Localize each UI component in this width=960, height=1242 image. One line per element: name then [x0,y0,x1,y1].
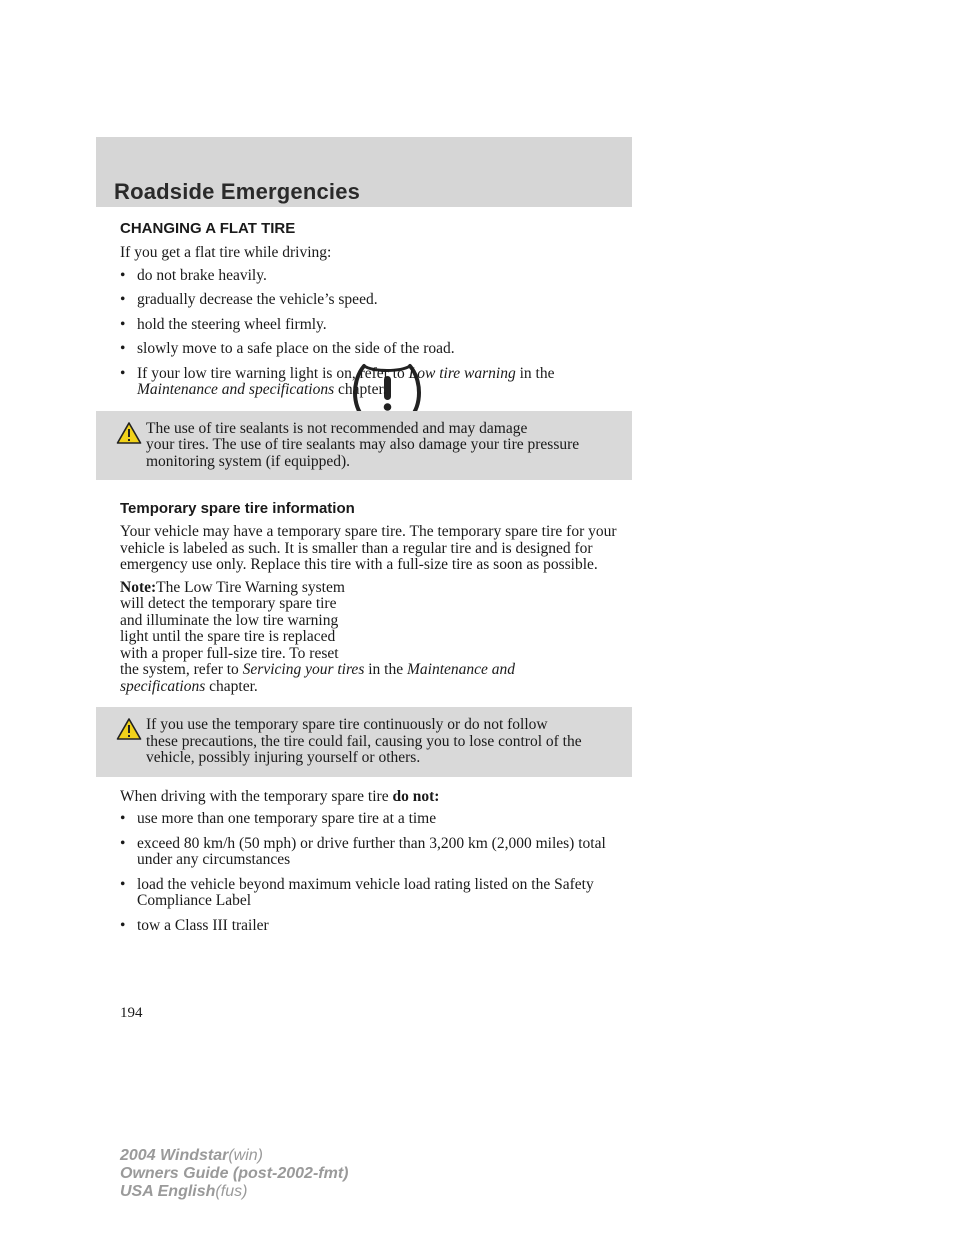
flat-tire-list [120,268,632,399]
page-content [120,220,632,942]
list-item: • slowly move to a safe place on the side of the road. [120,340,455,357]
link-low-tire-warning: Low tire warning [408,364,516,382]
warning-triangle-icon [116,717,142,741]
intro-text: If you get a flat tire while driving: [120,244,332,261]
link-servicing-tires: Servicing your tires [242,661,365,678]
note-paragraph: Note:The Low Tire Warning system will detect the temporary spare tire and illuminate the low tire warning light until the spare tire is replaced with a proper full-size tire. To reset the system, refer to Servicing your tires in the Maintenance and specifications chapter. [120,578,516,695]
donot-label: do not: [392,787,440,805]
chapter-title: Roadside Emergencies [114,179,361,204]
link-maintenance-chapter: Maintenance and specifications [137,381,335,398]
page-number: 194 [120,1005,143,1021]
spare-paragraph: Your vehicle may have a temporary spare tire. The temporary spare tire for your vehicle is labeled as such. It is smaller than a regular tire and is designed for emergency use only. Replace this tire with a full-size tire as soon as possible. [120,523,617,573]
warning-box-sealants [96,411,632,481]
warning-text-rest: these precautions, the tire could fail, causing you to lose control of the vehicle, possibly injuring yourself or others. [146,732,582,766]
list-item: • If your low tire warning light is on, refer to Low tire warning in the Maintenance and specifications chapter. [120,364,555,398]
list-item: • hold the steering wheel firmly. [120,315,327,333]
list-item: • gradually decrease the vehicle’s speed. [120,291,378,308]
link-maintenance-a: Maintenance and [406,661,516,678]
list-item: • use more than one temporary spare tire at a time [120,810,437,827]
note-label: Note: [120,578,157,596]
document-footer: 2004 Windstar(win) Owners Guide (post-2002-fmt) USA English(fus) [120,1147,349,1200]
list-item: • load the vehicle beyond maximum vehicle load rating listed on the Safety Compliance Label [120,875,594,909]
donot-list [120,811,632,934]
subsection-heading: Temporary spare tire information [120,500,355,517]
warning-text-line1: If you use the temporary spare tire continuously or do not follow [146,716,548,733]
chapter-header [96,137,632,207]
list-item: • exceed 80 km/h (50 mph) or drive further than 3,200 km (2,000 miles) total under any circumstances [120,834,606,868]
list-item: • tow a Class III trailer [120,916,269,934]
section-heading: CHANGING A FLAT TIRE [120,220,296,237]
warning-text-rest: your tires. The use of tire sealants may also damage your tire pressure monitoring system (if equipped). [146,436,580,470]
warning-triangle-icon [116,421,142,445]
warning-text-line1: The use of tire sealants is not recommended and may damage [146,419,528,437]
donot-intro: When driving with the temporary spare tire do not: [120,787,440,805]
warning-box-spare [96,707,632,777]
link-maintenance-b: specifications [120,677,206,695]
list-item: • do not brake heavily. [120,266,267,284]
